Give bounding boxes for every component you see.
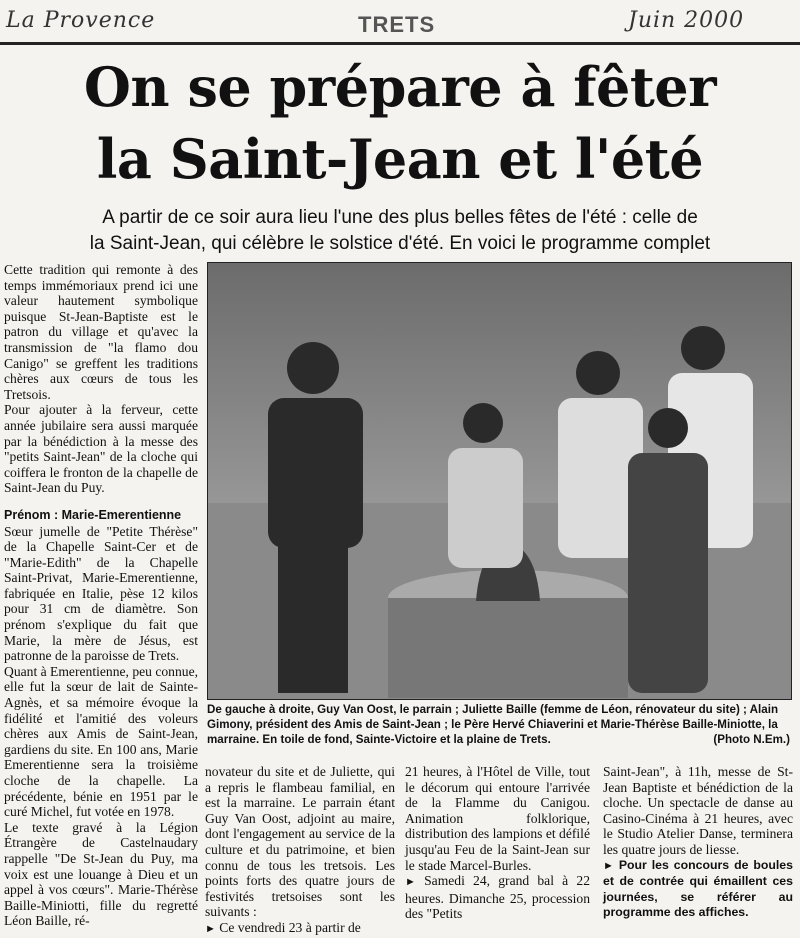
caption-text: De gauche à droite, Guy Van Oost, le parrain ; Juliette Baille (femme de Léon, rénovateur du site) ; Alain Gimony, président des Amis de Saint-Jean ; le Père Hervé Chiaverini et Marie-Thérèse Baille-Miniotte, la marraine. En toile de fond, Sainte-Victoire et la plaine de Trets. — [207, 703, 779, 746]
bullet-icon: ► — [405, 876, 416, 889]
photo-caption — [207, 702, 790, 747]
paragraph: novateur du site et de Juliette, qui a repris le flambeau familial, en est la marraine. Le parrain étant Guy Van Oost, adjoint au maire, dont l'engagement au service de la culture et du patrimoine, et bien connu de tous les tretsois. Les points forts des quatre jours de festivités tretsoises sont les suivants : — [205, 764, 395, 920]
paragraph: 21 heures, à l'Hôtel de Ville, tout le décorum qui entoure l'arrivée de la Flamme du Canigou. Animation folklorique, distribution des lampions et défilé jusqu'au Feu de la Saint-Jean sur le stade Marcel-Burles. — [405, 764, 590, 873]
bullet-icon: ► — [603, 859, 614, 872]
headline-line-2: la Saint-Jean et l'été — [96, 127, 704, 191]
paragraph: Quant à Emerentienne, peu connue, elle fut la sœur de lait de Sainte-Agnès, et sa mémoire évoque la fidélité et l'amitié des voleurs chères aux Amis de Saint-Jean, gardiens du site. En 100 ans, Marie Emerentienne sera la troisième cloche de la chapelle. La précédente, bénie en 1951 par le curé Michel, fut votée en 1978. — [4, 663, 199, 820]
masthead-rule — [0, 42, 800, 45]
article-column-4 — [603, 764, 793, 921]
paragraph: Sœur jumelle de "Petite Thérèse" de la Chapelle Saint-Cer et de "Marie-Edith" de la Chapelle Saint-Privat, Marie-Emerentienne, fabriquée en Italie, pèse 12 kilos pour 31 cm de diamètre. Son prénom s'explique du fait que Marie, la mère de Jésus, est patronne de la paroisse de Trets. — [4, 523, 198, 664]
subheading: Prénom : Marie-Emerentienne — [4, 507, 182, 522]
paragraph: Saint-Jean", à 11h, messe de St-Jean Baptiste et bénédiction de la cloche. Un spectacle de danse au Casino-Cinéma à 21 heures, avec le Studio Atelier Danse, terminera les quatre jours de liesse. — [603, 764, 793, 857]
lede-line-2: la Saint-Jean, qui célèbre le solstice d'été. En voici le programme complet — [89, 233, 711, 254]
bullet-icon: ► — [205, 922, 216, 935]
paragraph: Samedi 24, grand bal à 22 heures. Dimanche 25, procession des "Petits — [405, 873, 590, 922]
news-photo — [207, 262, 792, 700]
newspaper-name: La Provence — [6, 8, 156, 33]
paragraph: Cette tradition qui remonte à des temps immémoriaux prend ici une valeur hautement symbolique puisque St-Jean-Baptiste est le patron du village et qu'avec la transmission de "la flamo dou Canigo" se greffent les traditions chères aux cœurs de tous les Tretsois. — [4, 262, 198, 402]
article-column-2 — [205, 764, 395, 938]
article-column-1 — [4, 262, 198, 929]
paragraph: Le texte gravé à la Légion Étrangère de Castelnaudary rappelle "De St-Jean du Puy, ma voix est une louange à Dieu et un appel à vos cœurs". Marie-Thérèse Baille-Miniotti, fille du regretté Léon Baille, ré- — [4, 819, 198, 929]
issue-date: Juin 2000 — [628, 8, 745, 33]
paragraph: Pour les concours de boules et de contrée qui émaillent ces journées, se référer au programme des affiches. — [603, 857, 793, 920]
article-column-3 — [405, 764, 590, 922]
paragraph: Pour ajouter à la ferveur, cette année jubilaire sera aussi marquée par la bénédiction à la messe des "petits Saint-Jean" de la cloche qui coiffera le fronton de la chapelle de Saint-Jean du Puy. — [4, 402, 198, 496]
paragraph: Ce vendredi 23 à partir de — [219, 919, 361, 935]
headline-line-1: On se prépare à fêter — [83, 55, 717, 119]
section-title: TRETS — [358, 12, 436, 37]
lede-line-1: A partir de ce soir aura lieu l'une des plus belles fêtes de l'été : celle de — [102, 207, 698, 228]
photo-illustration — [208, 263, 791, 699]
photo-credit: (Photo N.Em.) — [713, 733, 790, 746]
